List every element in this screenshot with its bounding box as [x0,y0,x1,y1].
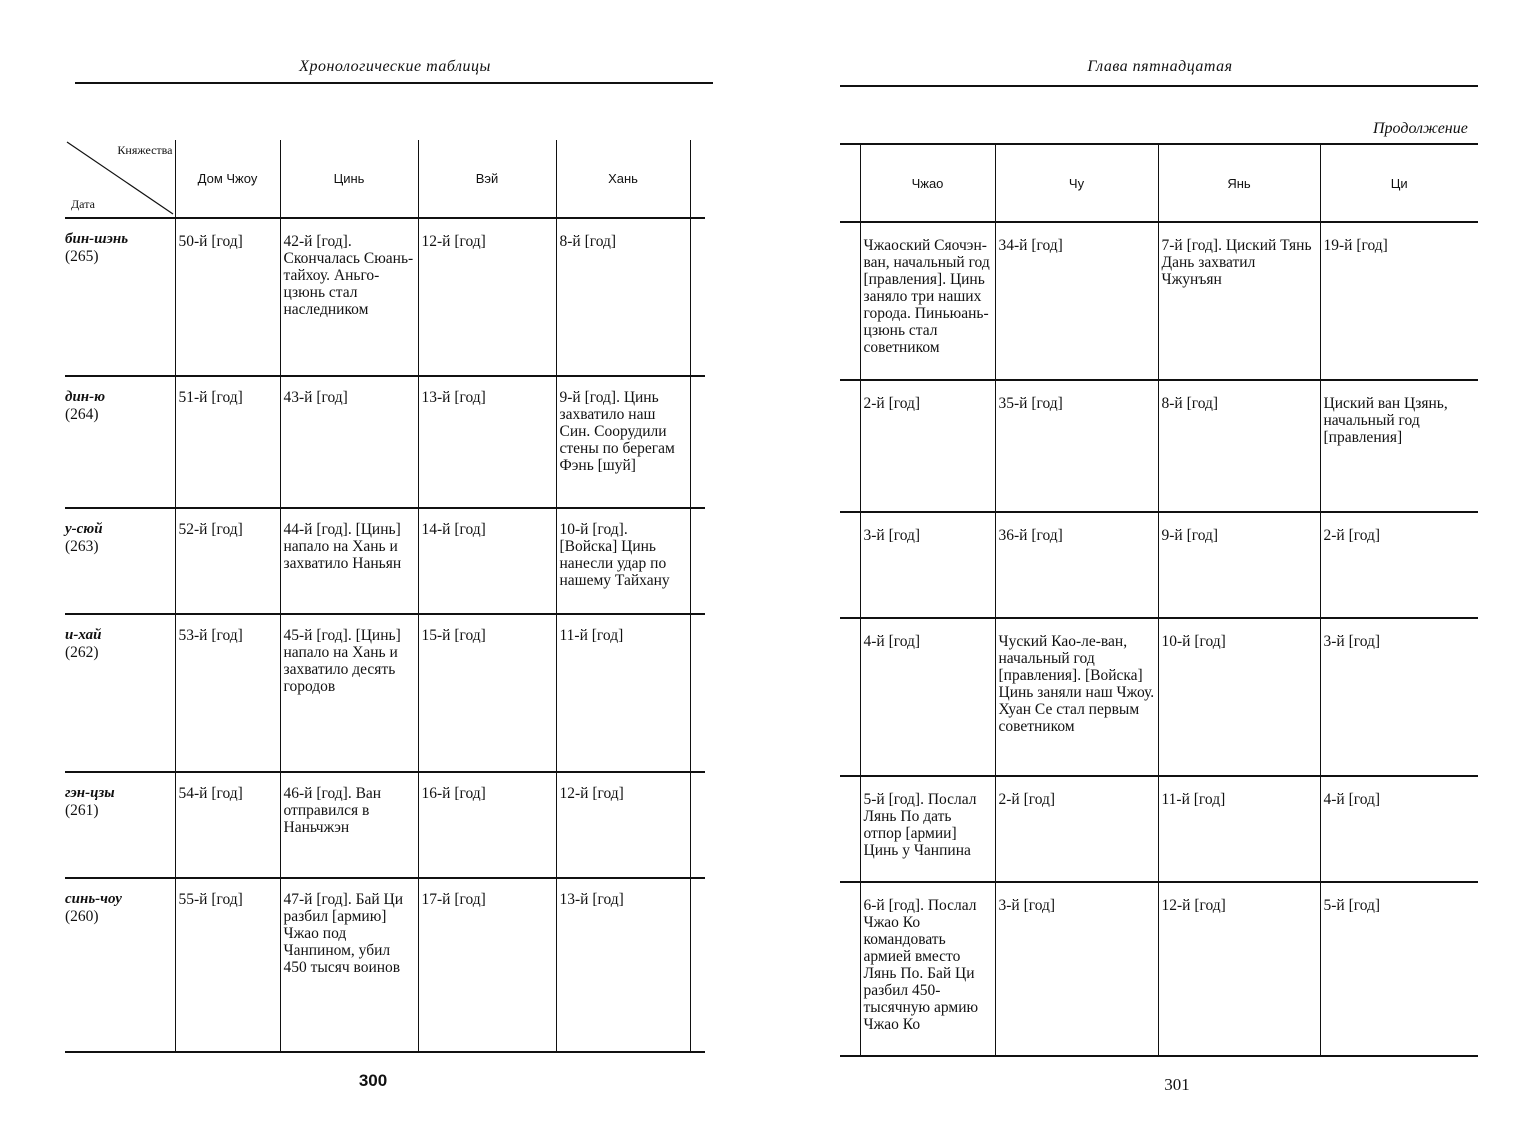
right-page [765,0,1530,1148]
date-name: у-сюй [65,521,103,537]
date-name: дин-ю [65,389,106,405]
table-row [840,380,1478,512]
table-cell: 19-й [год] [1320,222,1478,380]
table-cell: 4-й [год] [1320,776,1478,882]
table-cell: 3-й [год] [1320,618,1478,776]
table-cell: 3-й [год] [860,512,995,618]
table-cell: 14-й [год] [418,508,556,614]
table-cell: 2-й [год] [995,776,1158,882]
table-cell: 5-й [год]. Послал Лянь По дать отпор [армии] Цинь у Чанпина [860,776,995,882]
table-cell: 15-й [год] [418,614,556,772]
table-cell: 5-й [год] [1320,882,1478,1056]
corner-top-label: Княжества [117,143,173,157]
table-cell: 12-й [год] [418,218,556,376]
table-cell: 47-й [год]. Бай Ци разбил [армию] Чжао под Чанпином, убил 450 тысяч воинов [280,878,418,1052]
date-cell [65,878,175,1052]
right-chronology-table [840,143,1478,1057]
corner-bottom-label: Дата [71,197,95,211]
table-cell: 2-й [год] [1320,512,1478,618]
table-cell: 3-й [год] [995,882,1158,1056]
table-cell: 13-й [год] [418,376,556,508]
table-row [65,218,705,376]
left-running-head: Хронологические таблицы [299,58,491,75]
right-head-rule [840,85,1478,87]
table-cell: 12-й [год] [1158,882,1320,1056]
right-running-head: Глава пятнадцатая [1087,58,1233,75]
date-cell [65,614,175,772]
right-page-number: 301 [1164,1075,1190,1094]
table-row [65,878,705,1052]
table-cell: 11-й [год] [556,614,690,772]
left-chronology-table [65,140,705,1053]
table-cell: 35-й [год] [995,380,1158,512]
column-header: Дом Чжоу [175,140,280,218]
table-cell: Чуский Као-ле-ван, начальный год [правления]. [Войска] Цинь заняли наш Чжоу. Хуан Се стал первым советником [995,618,1158,776]
date-year: (260) [65,908,99,925]
table-row [65,772,705,878]
table-cell: 42-й [год]. Скончалась Сюань-тайхоу. Аньго-цзюнь стал наследником [280,218,418,376]
date-year: (265) [65,248,99,265]
table-cell: 44-й [год]. [Цинь] напало на Хань и захватило Наньян [280,508,418,614]
table-cell: 10-й [год]. [Войска] Цинь нанесли удар по нашему Тайхану [556,508,690,614]
table-row [840,222,1478,380]
table-cell: Циский ван Цзянь, начальный год [правления] [1320,380,1478,512]
column-header: Чу [995,144,1158,222]
date-name: гэн-цзы [65,785,115,801]
date-cell [65,218,175,376]
table-cell: 51-й [год] [175,376,280,508]
table-cell: 16-й [год] [418,772,556,878]
date-name: и-хай [65,627,102,643]
column-header: Хань [556,140,690,218]
table-cell: 9-й [год] [1158,512,1320,618]
date-name: бин-шэнь [65,231,129,247]
table-cell: 6-й [год]. Послал Чжао Ко командовать армией вместо Лянь По. Бай Ци разбил 450-тысячную армию Чжао Ко [860,882,995,1056]
table-row [65,614,705,772]
table-row [840,618,1478,776]
date-year: (261) [65,802,99,819]
table-cell: 36-й [год] [995,512,1158,618]
table-cell: 4-й [год] [860,618,995,776]
column-header: Чжао [860,144,995,222]
date-name: синь-чоу [65,891,122,907]
table-row [65,508,705,614]
table-cell: 46-й [год]. Ван отправился в Наньчжэн [280,772,418,878]
continued-label: Продолжение [1373,120,1468,137]
left-page-number: 300 [358,1071,388,1090]
table-cell: 8-й [год] [556,218,690,376]
table-cell: 10-й [год] [1158,618,1320,776]
date-cell [65,508,175,614]
table-cell: 43-й [год] [280,376,418,508]
table-cell: 52-й [год] [175,508,280,614]
table-cell: 50-й [год] [175,218,280,376]
column-header: Янь [1158,144,1320,222]
column-header: Цинь [280,140,418,218]
table-row [840,512,1478,618]
table-cell: 9-й [год]. Цинь захватило наш Син. Соорудили стены по берегам Фэнь [шуй] [556,376,690,508]
table-cell: 8-й [год] [1158,380,1320,512]
table-cell: 34-й [год] [995,222,1158,380]
column-spacer [840,144,860,222]
column-header: Ци [1320,144,1478,222]
table-cell: 7-й [год]. Циский Тянь Дань захватил Чжунъян [1158,222,1320,380]
table-cell: 17-й [год] [418,878,556,1052]
column-spacer [690,140,705,218]
table-cell: 2-й [год] [860,380,995,512]
table-cell: 53-й [год] [175,614,280,772]
table-cell: 13-й [год] [556,878,690,1052]
table-cell: 12-й [год] [556,772,690,878]
table-row [840,882,1478,1056]
date-year: (263) [65,538,99,555]
corner-header [65,140,175,218]
column-header: Вэй [418,140,556,218]
table-row [65,376,705,508]
table-row [840,776,1478,882]
date-cell [65,376,175,508]
date-cell [65,772,175,878]
table-cell: 45-й [год]. [Цинь] напало на Хань и захватило десять городов [280,614,418,772]
left-head-rule [75,82,713,84]
date-year: (262) [65,644,99,661]
date-year: (264) [65,406,99,423]
table-cell: 11-й [год] [1158,776,1320,882]
table-cell: Чжаоский Сяочэн-ван, начальный год [правления]. Цинь заняло три наших города. Пиньюань-цзюнь стал советником [860,222,995,380]
table-cell: 55-й [год] [175,878,280,1052]
table-cell: 54-й [год] [175,772,280,878]
